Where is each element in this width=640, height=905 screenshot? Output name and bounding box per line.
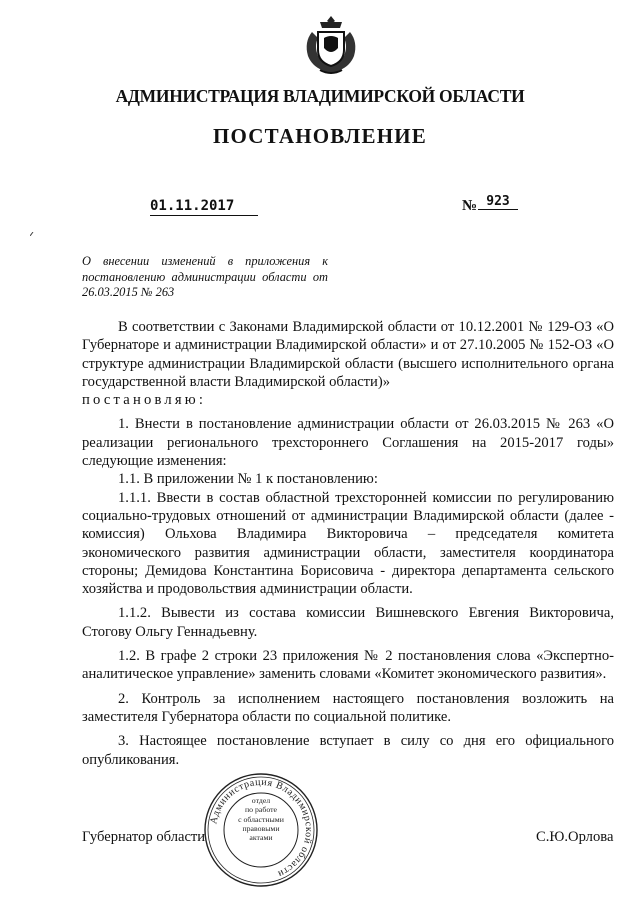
- item-1-1-2: 1.1.2. Вывести из состава комиссии Вишневского Евгения Викторовича, Стогову Ольгу Геннадьевну.: [82, 605, 614, 640]
- document-body: [82, 318, 614, 769]
- stamp-ring-text: Администрация Владимирской области: [208, 776, 315, 880]
- item-1: 1. Внести в постановление администрации области от 26.03.2015 № 263 «О реализации регионального трехстороннего Соглашения на 2015-2017 годы» следующие изменения:: [82, 416, 614, 470]
- stamp-line: актами: [249, 833, 273, 843]
- item-3: 3. Настоящее постановление вступает в силу со дня его официального опубликования.: [82, 733, 614, 768]
- item-1-1: 1.1. В приложении № 1 к постановлению:: [118, 471, 378, 488]
- item-2: 2. Контроль за исполнением настоящего постановления возложить на заместителя Губернатора области по социальной политике.: [82, 690, 614, 725]
- stamp-line: по работе: [244, 805, 277, 815]
- preamble-paragraph: В соответствии с Законами Владимирской области от 10.12.2001 № 129-ОЗ «О Губернаторе и администрации Владимирской области» и от 27.10.2005 № 152-ОЗ «О структуре администрации Владимирской области (высшего исполнительного органа государственной власти Владимирской области)»: [82, 319, 614, 390]
- document-subject: О внесении изменений в приложения к постановлению администрации области от 26.03.2015 № 263: [82, 254, 328, 299]
- number-label: №: [462, 198, 478, 214]
- organization-title: АДМИНИСТРАЦИЯ ВЛАДИМИРСКОЙ ОБЛАСТИ: [115, 86, 525, 106]
- document-number: 923: [478, 194, 518, 210]
- signatory-name: С.Ю.Орлова: [536, 829, 614, 845]
- decree-word: постановляю:: [82, 392, 207, 409]
- coat-of-arms-icon: [300, 12, 362, 82]
- item-1-2: 1.2. В графе 2 строки 23 приложения № 2 постановления слова «Экспертно-аналитическое управление» заменить словами «Комитет экономического развития».: [82, 648, 614, 683]
- stamp-inner-text: [233, 796, 289, 842]
- document-type: ПОСТАНОВЛЕНИЕ: [212, 124, 428, 148]
- official-stamp: [203, 772, 319, 888]
- item-1-1-1: 1.1.1. Ввести в состав областной трехсторонней комиссии по регулированию социально-трудовых отношений от администрации Владимирской области (далее - комиссия) Ольхова Владимира Викторовича – председателя комитета экономического развития администрации области, заместителя координатора стороны; Демидова Константина Борисовича - директора департамента сельского хозяйства и продовольствия администрации области.: [82, 489, 614, 598]
- margin-mark: [30, 223, 34, 227]
- document-date: 01.11.2017: [150, 198, 258, 216]
- stamp-line: правовыми: [242, 823, 280, 833]
- stamp-line: с областными: [238, 814, 284, 824]
- signatory-title: Губернатор области: [82, 829, 206, 845]
- stamp-line: отдел: [251, 796, 271, 805]
